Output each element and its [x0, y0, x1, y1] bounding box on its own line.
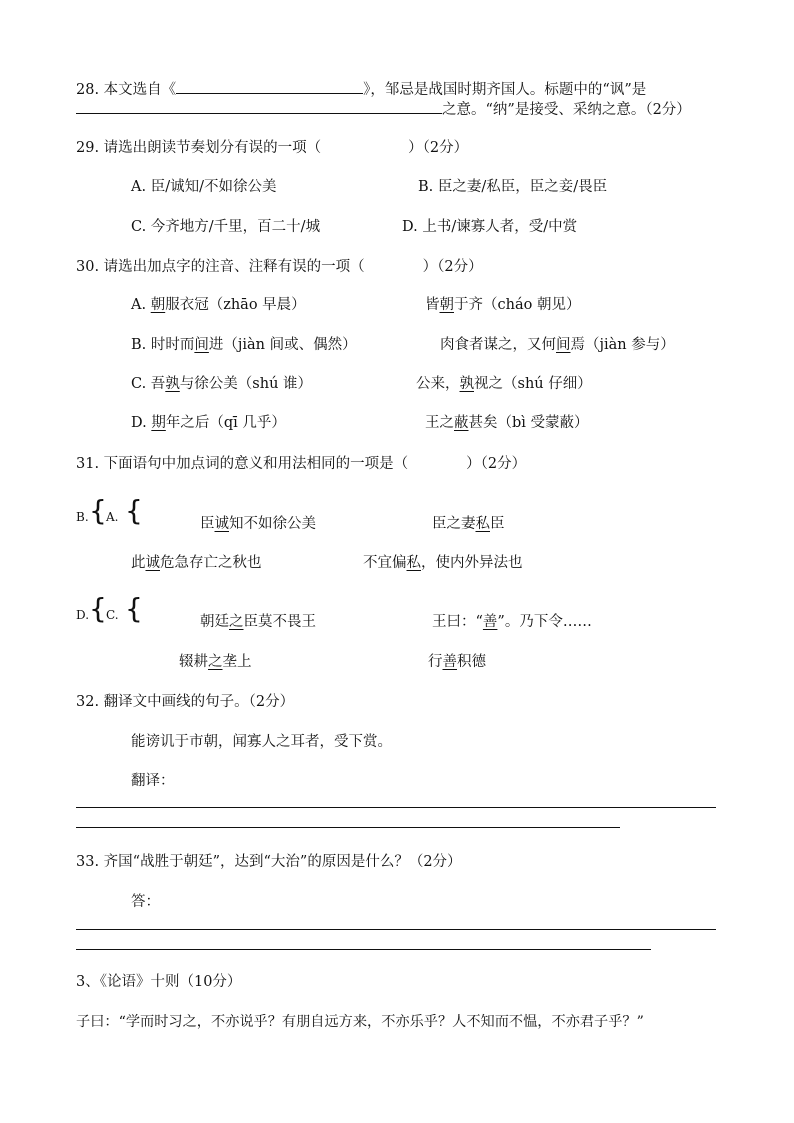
section-3-text: 子曰：“学而时习之，不亦说乎？有朋自远方来，不亦乐乎？人不知而不愠，不亦君子乎？”	[76, 1014, 644, 1030]
q28-text-a: 28. 本文选自《	[76, 82, 177, 98]
q31-b1-pre: 臣之妻	[432, 516, 476, 532]
q30-option-a-1[interactable]	[131, 295, 306, 315]
q28-blank-meaning[interactable]	[76, 98, 442, 114]
q31-a-2	[131, 553, 262, 573]
q31-c1-key: 之	[229, 614, 244, 630]
q31-a2-key: 诚	[145, 555, 160, 571]
q31-c-1	[200, 612, 316, 632]
q31-tag-b[interactable]: B.	[76, 510, 89, 524]
q30-d2-post: 甚矣（bì 受蒙蔽）	[468, 415, 589, 431]
q30-a2-key: 朝	[439, 297, 454, 313]
q30-a2-post: 于齐（cháo 朝见）	[454, 297, 581, 313]
q33-answer-label: 答：	[131, 894, 160, 910]
q31-d-1	[432, 612, 592, 632]
q30-option-d-1[interactable]	[131, 413, 286, 433]
q33-stem: 33. 齐国“战胜于朝廷”，达到“大治”的原因是什么？（2分）	[76, 854, 462, 870]
q33-answer-line-1[interactable]	[76, 929, 716, 930]
q30-b2-post: 焉（jiàn 参与）	[570, 337, 675, 353]
q31-b-1	[432, 514, 505, 534]
q30-d1-pre: D.	[131, 415, 152, 431]
q30-a1-key: 朝	[150, 297, 166, 313]
q29-option-c[interactable]: C. 今齐地方/千里，百二十/城	[131, 219, 321, 235]
q31-c2-key: 之	[208, 654, 223, 670]
q30-option-d-2	[425, 413, 589, 433]
q30-b2-key: 间	[556, 337, 571, 353]
q31-tag-a[interactable]: A.	[106, 510, 119, 524]
q30-c1-post: 与徐公美（shú 谁）	[179, 376, 313, 392]
q28-line1	[76, 78, 646, 100]
q31-b1-key: 私	[475, 516, 490, 532]
q31-a-1	[200, 514, 316, 534]
q31-tag-c[interactable]: C.	[106, 608, 119, 622]
q30-b1-pre: B. 时时而	[131, 337, 195, 353]
q32-answer-label: 翻译：	[131, 773, 175, 789]
q31-c1-pre: 朝廷	[200, 614, 229, 630]
q28-blank-source[interactable]	[176, 78, 363, 94]
q30-c1-key: 孰	[165, 376, 180, 392]
q33-answer-line-2[interactable]	[76, 949, 651, 950]
q28-line2	[76, 98, 691, 120]
q29-option-b[interactable]: B. 臣之妻/私臣，臣之妾/畏臣	[418, 179, 608, 195]
q31-d2-post: 积德	[457, 654, 486, 670]
q30-d2-pre: 王之	[425, 415, 454, 431]
q30-d2-key: 蔽	[454, 415, 469, 431]
q31-d1-pre: 王曰：“	[432, 614, 483, 630]
q31-d1-key: 善	[482, 614, 498, 630]
q30-a1-post: 服衣冠（zhāo 早晨）	[165, 297, 306, 313]
q31-c2-pre: 辍耕	[179, 654, 208, 670]
left-brace-icon: {	[125, 592, 143, 625]
q30-b2-pre: 肉食者谋之，又何	[440, 337, 556, 353]
q30-c2-key: 孰	[459, 376, 474, 392]
q29-stem: 29. 请选出朗读节奏划分有误的一项（ ）（2分）	[76, 140, 469, 156]
q28-text-c: 之意。“纳”是接受、采纳之意。（2分）	[442, 102, 691, 118]
section-3-title: 3、《论语》十则（10分）	[76, 974, 242, 990]
q30-d1-key: 期	[151, 415, 166, 431]
q32-answer-line-1[interactable]	[76, 807, 716, 808]
q30-d1-post: 年之后（qī 几乎）	[165, 415, 286, 431]
q31-d1-post: ”。乃下令……	[497, 614, 592, 630]
q31-d2-pre: 行	[428, 654, 443, 670]
q30-a1-pre: A.	[131, 297, 151, 313]
left-brace-icon: {	[89, 592, 107, 625]
q30-option-b-1[interactable]	[131, 335, 357, 355]
left-brace-icon: {	[89, 494, 107, 527]
q30-option-b-2	[440, 335, 675, 355]
q31-stem: 31. 下面语句中加点词的意义和用法相同的一项是（ ）（2分）	[76, 456, 527, 472]
q31-tag-d[interactable]: D.	[76, 608, 90, 622]
q29-option-a[interactable]: A. 臣/诚知/不如徐公美	[131, 179, 277, 195]
q31-a1-key: 诚	[214, 516, 229, 532]
q31-b2-post: ，使内外异法也	[421, 555, 523, 571]
q30-c2-post: 视之（shú 仔细）	[474, 376, 592, 392]
q28-text-b: 》，邹忌是战国时期齐国人。标题中的“讽”是	[363, 82, 647, 98]
q31-c-2	[179, 652, 252, 672]
q31-d2-key: 善	[442, 654, 457, 670]
q30-option-a-2	[425, 295, 580, 315]
q30-option-c-1[interactable]	[131, 374, 312, 394]
q31-a1-pre: 臣	[200, 516, 215, 532]
q31-a2-pre: 此	[131, 555, 146, 571]
q31-c1-post: 臣莫不畏王	[243, 614, 316, 630]
q30-c2-pre: 公来，	[416, 376, 460, 392]
q31-a2-post: 危急存亡之秋也	[160, 555, 262, 571]
q30-b1-post: 进（jiàn 间或、偶然）	[208, 337, 357, 353]
q32-answer-line-2[interactable]	[76, 827, 620, 828]
q31-b-2	[363, 553, 523, 573]
q31-b2-key: 私	[406, 555, 421, 571]
q31-d-2	[428, 652, 486, 672]
q31-a1-post: 知不如徐公美	[229, 516, 316, 532]
q30-a2-pre: 皆	[425, 297, 440, 313]
q31-b2-pre: 不宜偏	[363, 555, 407, 571]
q29-option-d[interactable]: D. 上书/谏寡人者，受/中赏	[402, 219, 578, 235]
q31-b1-post: 臣	[490, 516, 505, 532]
q30-c1-pre: C. 吾	[131, 376, 166, 392]
q32-stem: 32. 翻译文中画线的句子。（2分）	[76, 694, 295, 710]
q30-b1-key: 间	[194, 337, 209, 353]
q30-option-c-2	[416, 374, 592, 394]
q30-stem: 30. 请选出加点字的注音、注释有误的一项（ ）（2分）	[76, 259, 483, 275]
q32-sentence: 能谤讥于市朝，闻寡人之耳者，受下赏。	[131, 734, 392, 750]
left-brace-icon: {	[125, 494, 143, 527]
q31-c2-post: 垄上	[222, 654, 252, 670]
